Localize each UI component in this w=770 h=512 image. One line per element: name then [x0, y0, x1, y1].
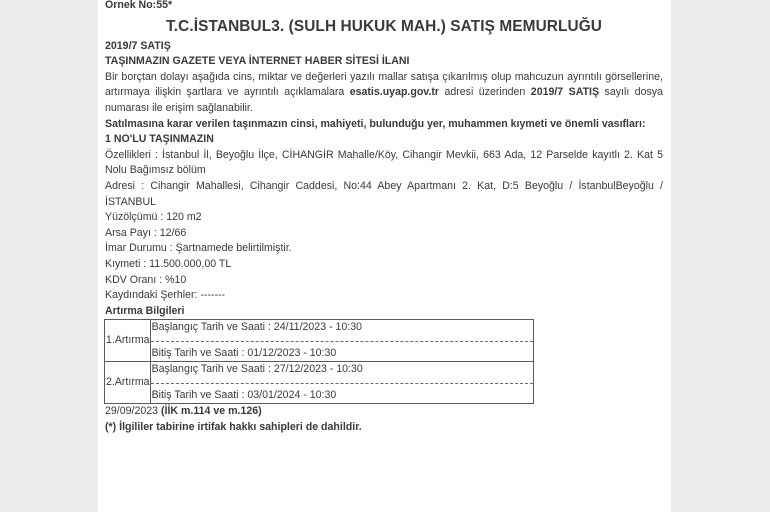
intro-file-ref: 2019/7 SATIŞ	[530, 86, 600, 99]
annotations: Kaydındaki Şerhler: -------	[105, 289, 226, 302]
land-share: Arsa Payı : 12/66	[105, 226, 187, 239]
intro-text-2: adresi üzerinden	[439, 86, 531, 99]
table-row	[105, 320, 534, 362]
property-address	[105, 179, 663, 195]
area: Yüzölçümü : 120 m2	[105, 211, 202, 224]
auction-table	[104, 319, 534, 404]
file-number: 2019/7 SATIŞ	[105, 39, 171, 52]
auction-label: 2.Artırma	[105, 362, 151, 404]
esatis-link[interactable]: esatis.uyap.gov.tr	[349, 86, 440, 99]
footer-law: (İİK m.114 ve m.126)	[160, 405, 262, 418]
table-row	[105, 362, 534, 404]
dashed-divider	[151, 341, 533, 342]
valuation: Kıymeti : 11.500.000,00 TL	[105, 257, 232, 270]
property-heading: 1 NO'LU TAŞINMAZIN	[105, 133, 214, 146]
auction-end: Bitiş Tarih ve Saati : 03/01/2024 - 10:30	[151, 389, 337, 402]
address-line-2: İSTANBUL	[105, 195, 157, 208]
auction-label: 1.Artırma	[105, 320, 151, 362]
auction-dates	[150, 362, 533, 404]
office-title: T.C.İSTANBUL3. (SULH HUKUK MAH.) SATIŞ MEMURLUĞU	[166, 17, 602, 35]
auction-end: Bitiş Tarih ve Saati : 01/12/2023 - 10:30	[151, 347, 337, 360]
intro-text-1: Bir borçtan dolayı aşağıda cins, miktar ve değerleri yazılı mallar satışa çıkarılmış olup mahcuzun ayrıntılı görsellerine, artırmaya ilişkin şartlara ve ayrıntılı açıklamalara	[105, 70, 663, 99]
notice-title: TAŞINMAZIN GAZETE VEYA İNTERNET HABER SİTESİ İLANI	[105, 55, 410, 68]
auction-start: Başlangıç Tarih ve Saati : 24/11/2023 - 10:30	[151, 321, 363, 334]
auction-dates	[150, 320, 533, 362]
document-page	[98, 0, 671, 512]
zoning-status: İmar Durumu : Şartnamede belirtilmiştir.	[105, 242, 292, 255]
address-line-1: Adresi : Cihangir Mahallesi, Cihangir Caddesi, No:44 Abey Apartmanı 2. Kat, D:5 Beyoğlu / İstanbulBeyoğlu /	[105, 179, 663, 192]
footnote: (*) İlgililer tabirine irtifak hakkı sahipleri de dahildir.	[105, 420, 362, 433]
vat-rate: KDV Oranı : %10	[105, 273, 187, 286]
property-features: Özellikleri : İstanbul İl, Beyoğlu İlçe, CİHANGİR Mahalle/Köy, Cihangir Mevkii, 663 Ada, 12 Parselde kayıtlı 2. Kat 5 Nolu Bağımsız bölüm	[105, 148, 663, 177]
notice-content	[105, 0, 663, 435]
ornek-number: Örnek No:55*	[105, 0, 173, 11]
intro-text-3: sayılı dosya numarası ile erişim sağlanabilir.	[105, 86, 663, 114]
footer-date-line	[105, 404, 663, 420]
dashed-divider	[151, 383, 533, 384]
section-heading: Satılmasına karar verilen taşınmazın cinsi, mahiyeti, bulunduğu yer, muhammen kıymeti ve önemli vasıfları:	[105, 117, 646, 130]
auction-heading: Artırma Bilgileri	[105, 304, 185, 317]
intro-paragraph	[105, 70, 663, 117]
footer-date: 29/09/2023	[105, 405, 161, 418]
auction-start: Başlangıç Tarih ve Saati : 27/12/2023 - 10:30	[151, 363, 363, 376]
